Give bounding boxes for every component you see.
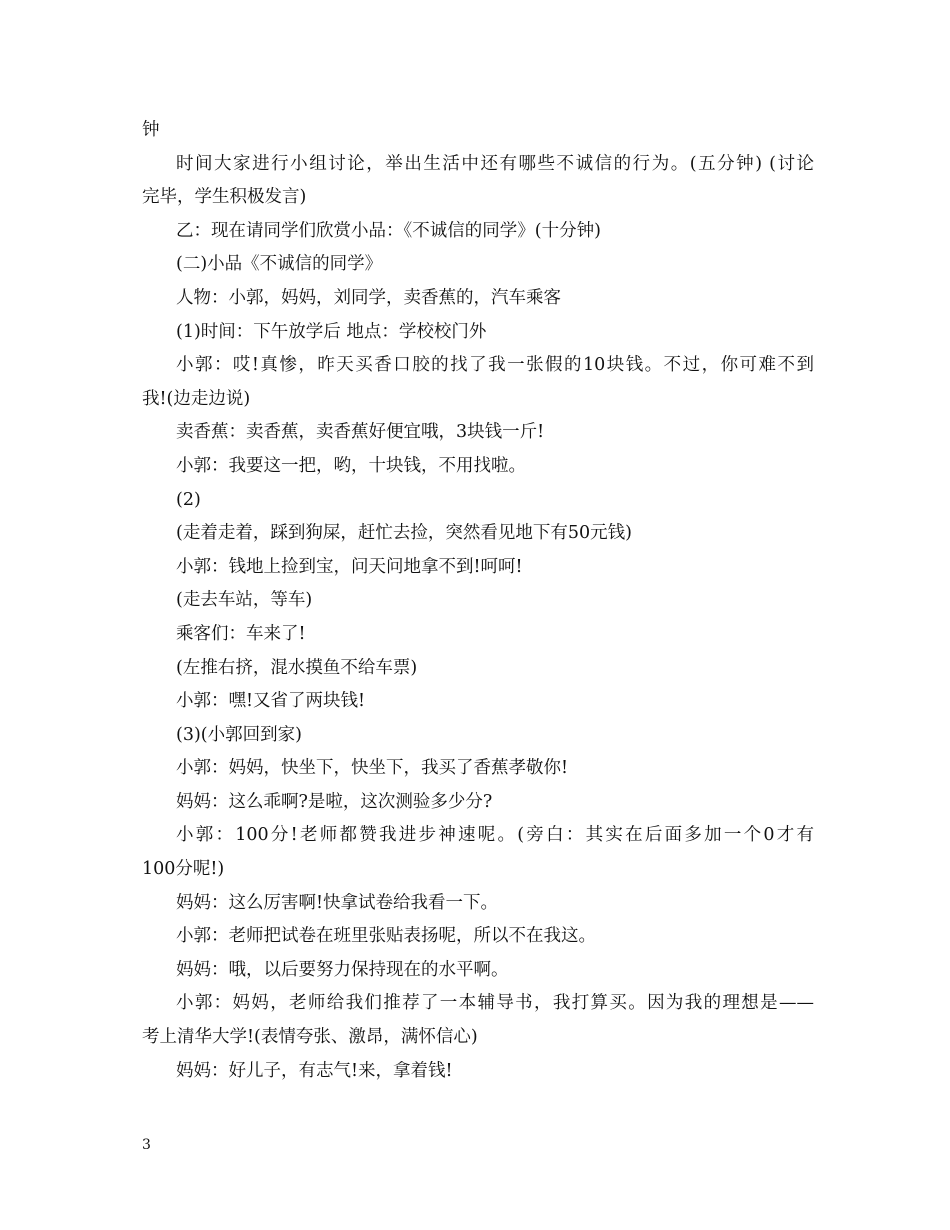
- text-line: 小郭：哎!真惨，昨天买香口胶的找了我一张假的10块钱。不过，你可难不到: [176, 355, 814, 376]
- text-line: 妈妈：这么乖啊?是啦，这次测验多少分?: [176, 791, 493, 812]
- document-body: [142, 114, 814, 1088]
- text-line: 乘客们：车来了!: [176, 623, 306, 644]
- text-line: 小郭：我要这一把，哟，十块钱，不用找啦。: [176, 455, 526, 476]
- text-line: 时间大家进行小组讨论，举出生活中还有哪些不诚信的行为。(五分钟) (讨论: [176, 153, 814, 174]
- text-line: 妈妈：哦，以后要努力保持现在的水平啊。: [176, 959, 509, 980]
- text-line: 100分呢!): [142, 859, 225, 880]
- text-line: 小郭：100分!老师都赞我进步神速呢。(旁白：其实在后面多加一个0才有: [176, 825, 814, 846]
- text-line: 人物：小郭，妈妈，刘同学，卖香蕉的，汽车乘客: [176, 287, 561, 308]
- text-line: 乙：现在请同学们欣赏小品：《不诚信的同学》(十分钟): [176, 220, 601, 241]
- text-line: (3)(小郭回到家): [176, 724, 302, 745]
- text-line: 考上清华大学!(表情夸张、激昂，满怀信心): [142, 1027, 478, 1048]
- text-line: 我!(边走边说): [142, 388, 251, 409]
- text-line: 小郭：妈妈，老师给我们推荐了一本辅导书，我打算买。因为我的理想是——: [176, 993, 814, 1014]
- page-number: 3: [142, 1137, 151, 1153]
- text-line: 钟: [142, 120, 160, 140]
- text-line: (1)时间：下午放学后 地点：学校校门外: [176, 321, 487, 342]
- text-line: (左推右挤，混水摸鱼不给车票): [176, 657, 418, 678]
- text-line: 妈妈：好儿子，有志气!来，拿着钱!: [176, 1060, 453, 1081]
- text-line: 小郭：钱地上捡到宝，问天问地拿不到!呵呵!: [176, 556, 523, 577]
- text-line: 妈妈：这么厉害啊!快拿试卷给我看一下。: [176, 892, 499, 913]
- text-line: 卖香蕉：卖香蕉，卖香蕉好便宜哦，3块钱一斤!: [176, 422, 545, 443]
- text-line: 小郭：妈妈，快坐下，快坐下，我买了香蕉孝敬你!: [176, 758, 569, 779]
- text-line: 小郭：嘿!又省了两块钱!: [176, 691, 366, 712]
- text-line: 小郭：老师把试卷在班里张贴表扬呢，所以不在我这。: [176, 926, 596, 947]
- text-line: 完毕，学生积极发言): [142, 187, 307, 208]
- text-line: (走着走着，踩到狗屎，赶忙去捡，突然看见地下有50元钱): [176, 523, 632, 544]
- text-line: (二)小品《不诚信的同学》: [176, 254, 383, 275]
- text-line: (2): [176, 489, 201, 510]
- text-line: (走去车站，等车): [176, 590, 313, 611]
